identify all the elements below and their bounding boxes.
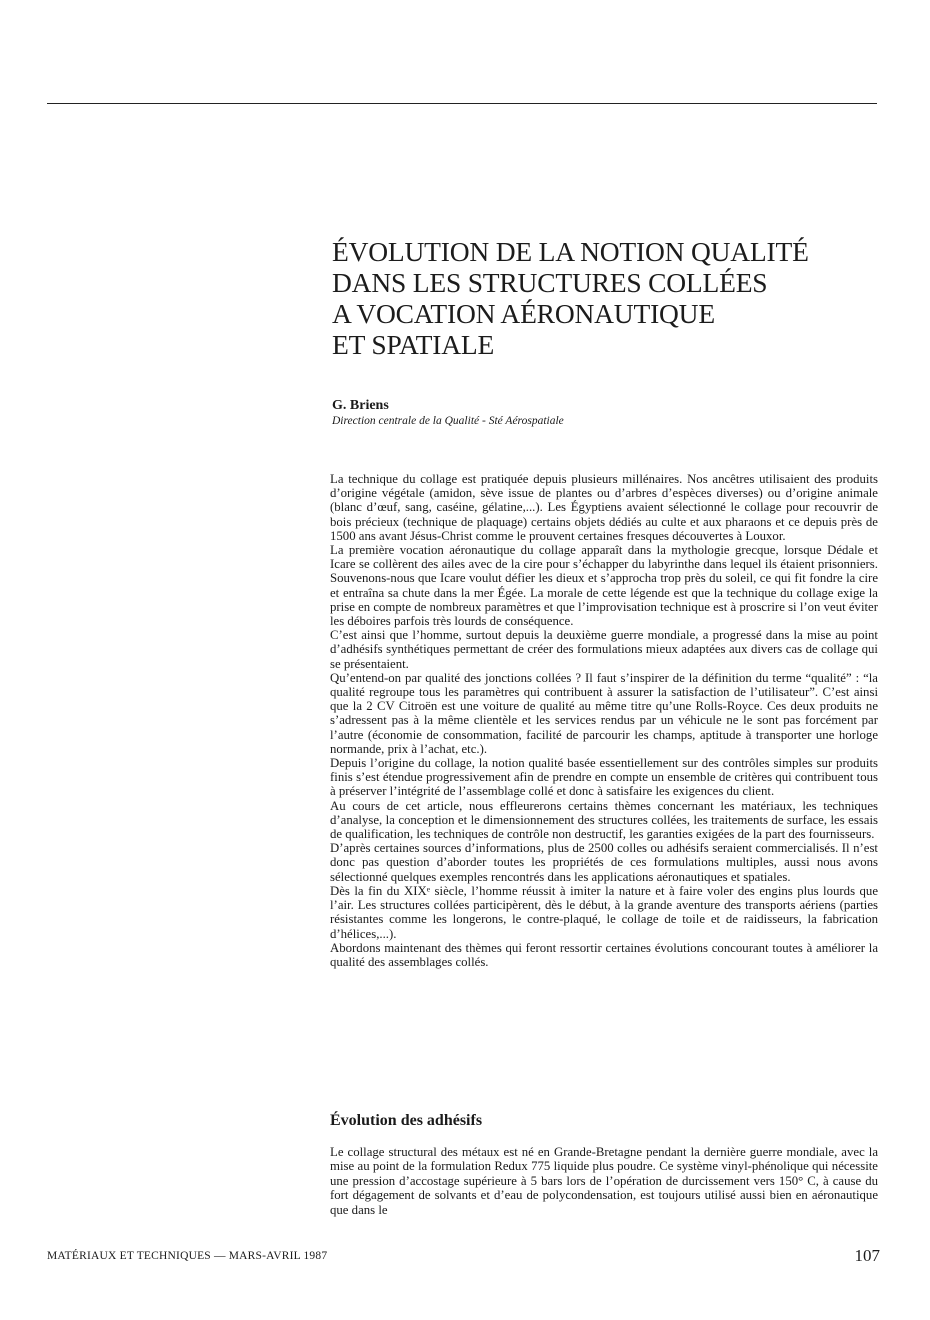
body-paragraph: Depuis l’origine du collage, la notion qualité basée essentiellement sur des contrôles simples sur produits finis s’est étendue progressivement afin de prendre en compte un ensemble de critères qui contribuent tous à préserver l’intégrité de l’assemblage collé et donc à satisfaire les exigences du client. xyxy=(330,756,878,799)
header-rule xyxy=(47,103,877,104)
body-paragraph: Au cours de cet article, nous effleurerons certains thèmes concernant les matériaux, les techniques d’analyse, la conception et le dimensionnement des structures collées, les traitements de surface, les essais de qualification, les techniques de contrôle non destructif, les garanties exigées de la part des fournisseurs. xyxy=(330,798,878,842)
section-heading: Évolution des adhésifs xyxy=(330,1112,483,1129)
section-body xyxy=(330,1145,878,1217)
body-paragraph: La technique du collage est pratiquée depuis plusieurs millénaires. Nos ancêtres utilisaient des produits d’origine végétale (amidon, sève issue de plantes ou d’arbres d’espèces diverses) ou d’origine animale (blanc d’œuf, sang, caséine, gélatine,...). Les Égyptiens avaient sélectionné le collage pour recouvrir de bois précieux (technique de plaquage) certains objets dédiés au culte et aux pharaons et ce depuis près de 1500 ans avant Jésus-Christ comme le prouvent certaines fresques découvertes à Louxor. xyxy=(330,472,878,543)
article-body xyxy=(330,472,878,969)
body-paragraph: Abordons maintenant des thèmes qui feront ressortir certaines évolutions concourant toutes à améliorer la qualité des assemblages collés. xyxy=(330,940,878,969)
body-paragraph: C’est ainsi que l’homme, surtout depuis la deuxième guerre mondiale, a progressé dans la mise au point d’adhésifs synthétiques permettant de créer des formulations mieux adaptées aux divers cas de collage qui se présentaient. xyxy=(330,628,878,671)
body-paragraph: Qu’entend-on par qualité des jonctions collées ? Il faut s’inspirer de la définition du terme “qualité” : “la qualité regroupe tous les paramètres qui contribuent à assurer la satisfaction de l’utilisateur”. C’est ainsi que la 2 CV Citroën est une voiture de qualité au même titre qu’une Rolls-Royce. Ces deux produits ne s’adressent pas à la même clientèle et les services rendus par un véhicule ne le sont pas forcément par l’autre (économie de consommation, facilité de parcourir les champs, aptitude à transporter une horloge normande, prix à l’achat, etc.). xyxy=(330,670,878,756)
body-paragraph: D’après certaines sources d’informations, plus de 2500 colles ou adhésifs seraient commercialisés. Il n’est donc pas question d’aborder toutes les propriétés de ces formulations multiples, aussi nous avons sélectionné quelques exemples rencontrés dans les applications aéronautiques et spatiales. xyxy=(330,841,878,884)
author-name: G. Briens xyxy=(332,398,389,413)
body-paragraph: La première vocation aéronautique du collage apparaît dans la mythologie grecque, lorsque Dédale et Icare se collèrent des ailes avec de la cire pour s’échapper du labyrinthe dans lequel ils étaient prisonniers. Souvenons-nous que Icare voulut défier les dieux et s’approcha trop près du soleil, ce qui fit fondre la cire et entraîna sa chute dans la mer Égée. La morale de cette légende est que la technique du collage exige la prise en compte de nombreux paramètres et que l’improvisation technique est à proscrire si l’on veut éviter les déboires parfois très lourds de conséquence. xyxy=(330,543,878,629)
body-paragraph: Dès la fin du XIXᵉ siècle, l’homme réussit à imiter la nature et à faire voler des engins plus lourds que l’air. Les structures collées participèrent, dès le début, à la grande aventure des transports aériens (parties résistantes comme les longerons, le contre-plaqué, le collage de toile et de raidisseurs, la fabrication d’hélices,...). xyxy=(330,883,878,941)
title-line: DANS LES STRUCTURES COLLÉES xyxy=(332,267,768,298)
section-paragraph: Le collage structural des métaux est né en Grande-Bretagne pendant la dernière guerre mondiale, avec la mise au point de la formulation Redux 775 liquide plus poudre. Ce système vinyl-phénolique qui nécessite une pression d’accostage supérieure à 5 bars lors de l’opération de durcissement vers 150° C, à cause du fort dégagement de solvants et d’eau de polycondensation, est toujours utilisé aussi bien en aéronautique que dans le xyxy=(330,1145,878,1217)
footer-journal-name: MATÉRIAUX ET TECHNIQUES — MARS-AVRIL 1987 xyxy=(47,1250,328,1262)
title-line: ET SPATIALE xyxy=(332,329,495,360)
article-title xyxy=(332,236,892,360)
title-line: ÉVOLUTION DE LA NOTION QUALITÉ xyxy=(332,236,809,267)
title-line: A VOCATION AÉRONAUTIQUE xyxy=(332,298,715,329)
page-number: 107 xyxy=(854,1246,880,1265)
author-affiliation: Direction centrale de la Qualité - Sté Aérospatiale xyxy=(332,415,564,427)
